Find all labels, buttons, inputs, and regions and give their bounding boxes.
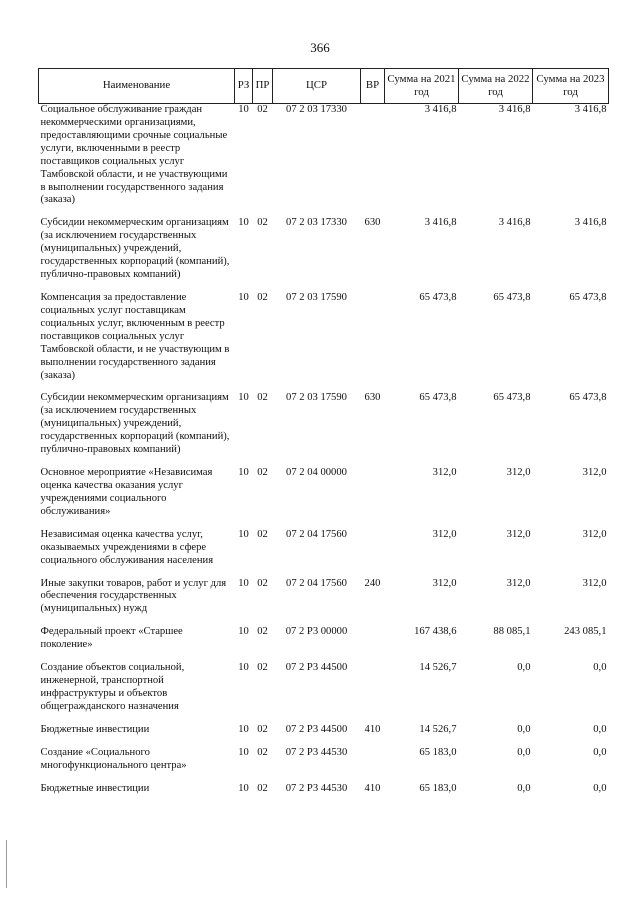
table-row xyxy=(39,783,609,798)
cell-vr: 630 xyxy=(364,217,381,229)
cell-pr: 02 xyxy=(257,104,268,115)
scan-margin-mark xyxy=(6,840,7,888)
cell-sum-2023: 243 085,1 xyxy=(564,626,607,638)
cell-rz: 10 xyxy=(238,662,249,674)
cell-sum-2021: 65 183,0 xyxy=(419,782,457,794)
cell-sum-2023: 3 416,8 xyxy=(574,104,607,115)
cell-sum-2021: 312,0 xyxy=(432,528,457,540)
cell-sum-2021: 167 438,6 xyxy=(414,626,457,638)
cell-sum-2021: 3 416,8 xyxy=(424,217,457,229)
cell-name: Иные закупки товаров, работ и услуг для обеспечения государственных (муниципальных) нужд xyxy=(40,577,227,615)
cell-sum-2021: 3 416,8 xyxy=(424,104,457,115)
cell-sum-2021: 65 473,8 xyxy=(419,392,457,404)
header-sum-2022: Сумма на 2022 год xyxy=(459,69,533,104)
cell-sum-2022: 312,0 xyxy=(506,467,531,479)
cell-vr xyxy=(361,467,385,521)
cell-sum-2023: 65 473,8 xyxy=(569,291,607,303)
cell-name: Создание объектов социальной, инженерной, транспортной инфраструктуры и объектов общегражданского назначения xyxy=(40,662,185,712)
cell-vr xyxy=(361,529,385,570)
cell-name: Создание «Социального многофункционального центра» xyxy=(40,746,187,771)
cell-csr: 07 2 03 17590 xyxy=(286,392,347,404)
budget-table xyxy=(38,68,609,797)
cell-sum-2022: 312,0 xyxy=(506,528,531,540)
cell-vr xyxy=(361,104,385,210)
table-row xyxy=(39,724,609,739)
table-row xyxy=(39,626,609,654)
cell-rz: 10 xyxy=(238,217,249,229)
cell-vr: 410 xyxy=(364,782,381,794)
cell-name: Бюджетные инвестиции xyxy=(40,723,150,735)
row-spacer-cell xyxy=(39,284,609,292)
cell-rz: 10 xyxy=(238,392,249,404)
row-spacer xyxy=(39,775,609,783)
row-spacer xyxy=(39,618,609,626)
cell-vr xyxy=(361,292,385,384)
cell-csr: 07 2 04 17560 xyxy=(286,577,347,589)
row-spacer-cell xyxy=(39,209,609,217)
cell-sum-2021: 14 526,7 xyxy=(419,662,457,674)
table-row xyxy=(39,662,609,716)
cell-pr: 02 xyxy=(257,392,268,404)
header-pr: ПР xyxy=(253,69,273,104)
header-sum-2021: Сумма на 2021 год xyxy=(385,69,459,104)
row-spacer xyxy=(39,739,609,747)
cell-vr xyxy=(361,662,385,716)
cell-sum-2023: 0,0 xyxy=(593,782,607,794)
cell-vr: 630 xyxy=(364,392,381,404)
cell-csr: 07 2 P3 44530 xyxy=(285,782,348,794)
cell-sum-2021: 65 183,0 xyxy=(419,746,457,758)
row-spacer xyxy=(39,384,609,392)
table-row xyxy=(39,104,609,210)
cell-sum-2023: 65 473,8 xyxy=(569,392,607,404)
cell-pr: 02 xyxy=(257,577,268,589)
cell-sum-2022: 65 473,8 xyxy=(493,392,531,404)
row-spacer xyxy=(39,284,609,292)
cell-rz: 10 xyxy=(238,782,249,794)
cell-rz: 10 xyxy=(238,626,249,638)
table-row xyxy=(39,292,609,384)
cell-vr: 410 xyxy=(364,723,381,735)
row-spacer-cell xyxy=(39,459,609,467)
cell-sum-2021: 312,0 xyxy=(432,577,457,589)
cell-rz: 10 xyxy=(238,467,249,479)
header-name: Наименование xyxy=(39,69,235,104)
cell-vr: 240 xyxy=(364,577,381,589)
cell-rz: 10 xyxy=(238,746,249,758)
cell-name: Основное мероприятие «Независимая оценка качества оказания услуг учреждениями социального обслуживания» xyxy=(40,467,213,517)
cell-rz: 10 xyxy=(238,577,249,589)
cell-name: Субсидии некоммерческим организациям (за исключением государственных (муниципальных) учреждений, государственных корпораций (компаний), публично-правовых компаний) xyxy=(40,392,230,456)
cell-sum-2023: 312,0 xyxy=(582,467,607,479)
cell-sum-2022: 88 085,1 xyxy=(493,626,531,638)
cell-sum-2022: 312,0 xyxy=(506,577,531,589)
cell-name: Независимая оценка качества услуг, оказываемых учреждениями в сфере социального обслуживания населения xyxy=(40,528,214,566)
cell-sum-2021: 14 526,7 xyxy=(419,723,457,735)
table-row xyxy=(39,392,609,459)
cell-sum-2023: 0,0 xyxy=(593,746,607,758)
cell-csr: 07 2 P3 44530 xyxy=(285,746,348,758)
row-spacer-cell xyxy=(39,570,609,578)
cell-csr: 07 2 04 17560 xyxy=(286,528,347,540)
cell-pr: 02 xyxy=(257,528,268,540)
cell-name: Федеральный проект «Старшее поколение» xyxy=(40,626,183,651)
header-sum-2023: Сумма на 2023 год xyxy=(533,69,609,104)
cell-sum-2022: 3 416,8 xyxy=(498,104,531,115)
page-number: 366 xyxy=(310,40,330,55)
table-body xyxy=(39,104,609,798)
cell-sum-2022: 0,0 xyxy=(517,662,531,674)
row-spacer xyxy=(39,459,609,467)
cell-pr: 02 xyxy=(257,746,268,758)
cell-sum-2023: 312,0 xyxy=(582,528,607,540)
row-spacer-cell xyxy=(39,618,609,626)
cell-name: Субсидии некоммерческим организациям (за исключением государственных (муниципальных) учреждений, государственных корпораций (компаний), публично-правовых компаний) xyxy=(40,217,230,281)
table-header xyxy=(39,69,609,104)
cell-csr: 07 2 03 17590 xyxy=(286,291,347,303)
table-row xyxy=(39,217,609,284)
cell-sum-2023: 0,0 xyxy=(593,723,607,735)
cell-csr: 07 2 03 17330 xyxy=(286,217,347,229)
cell-sum-2022: 0,0 xyxy=(517,746,531,758)
cell-rz: 10 xyxy=(238,291,249,303)
cell-name: Бюджетные инвестиции xyxy=(40,782,150,794)
table-row xyxy=(39,467,609,521)
cell-sum-2022: 0,0 xyxy=(517,723,531,735)
row-spacer xyxy=(39,209,609,217)
cell-sum-2021: 312,0 xyxy=(432,467,457,479)
row-spacer xyxy=(39,570,609,578)
row-spacer-cell xyxy=(39,716,609,724)
cell-pr: 02 xyxy=(257,782,268,794)
cell-sum-2022: 65 473,8 xyxy=(493,291,531,303)
row-spacer-cell xyxy=(39,521,609,529)
cell-pr: 02 xyxy=(257,467,268,479)
header-csr: ЦСР xyxy=(273,69,361,104)
row-spacer-cell xyxy=(39,775,609,783)
cell-sum-2021: 65 473,8 xyxy=(419,291,457,303)
cell-sum-2023: 0,0 xyxy=(593,662,607,674)
cell-sum-2022: 3 416,8 xyxy=(498,217,531,229)
cell-csr: 07 2 03 17330 xyxy=(286,104,347,115)
table-row xyxy=(39,529,609,570)
cell-rz: 10 xyxy=(238,528,249,540)
cell-sum-2023: 312,0 xyxy=(582,577,607,589)
cell-pr: 02 xyxy=(257,723,268,735)
cell-vr xyxy=(361,747,385,775)
cell-sum-2022: 0,0 xyxy=(517,782,531,794)
cell-rz: 10 xyxy=(238,723,249,735)
cell-rz: 10 xyxy=(238,104,249,115)
row-spacer xyxy=(39,716,609,724)
cell-vr xyxy=(361,626,385,654)
cell-pr: 02 xyxy=(257,217,268,229)
row-spacer xyxy=(39,521,609,529)
cell-csr: 07 2 P3 44500 xyxy=(285,723,348,735)
cell-pr: 02 xyxy=(257,662,268,674)
row-spacer-cell xyxy=(39,739,609,747)
table-row xyxy=(39,578,609,619)
cell-csr: 07 2 P3 00000 xyxy=(285,626,348,638)
cell-sum-2023: 3 416,8 xyxy=(574,217,607,229)
cell-name: Компенсация за предоставление социальных услуг поставщикам социальных услуг, включенным в реестр поставщиков социальных услуг Тамбовской области, и не участвующим в выполнении государственного задания (заказа) xyxy=(40,291,230,381)
cell-pr: 02 xyxy=(257,291,268,303)
table-row xyxy=(39,747,609,775)
row-spacer-cell xyxy=(39,384,609,392)
header-vr: ВР xyxy=(361,69,385,104)
row-spacer-cell xyxy=(39,654,609,662)
cell-csr: 07 2 04 00000 xyxy=(286,467,347,479)
header-rz: РЗ xyxy=(235,69,253,104)
cell-csr: 07 2 P3 44500 xyxy=(285,662,348,674)
row-spacer xyxy=(39,654,609,662)
cell-pr: 02 xyxy=(257,626,268,638)
cell-name: Социальное обслуживание граждан некоммерческими организациями, предоставляющими срочные социальные услуги, включенными в реестр поставщиков социальных услуг Тамбовской области, и не участвующими в выполнении государственного задания (заказа) xyxy=(40,104,228,206)
